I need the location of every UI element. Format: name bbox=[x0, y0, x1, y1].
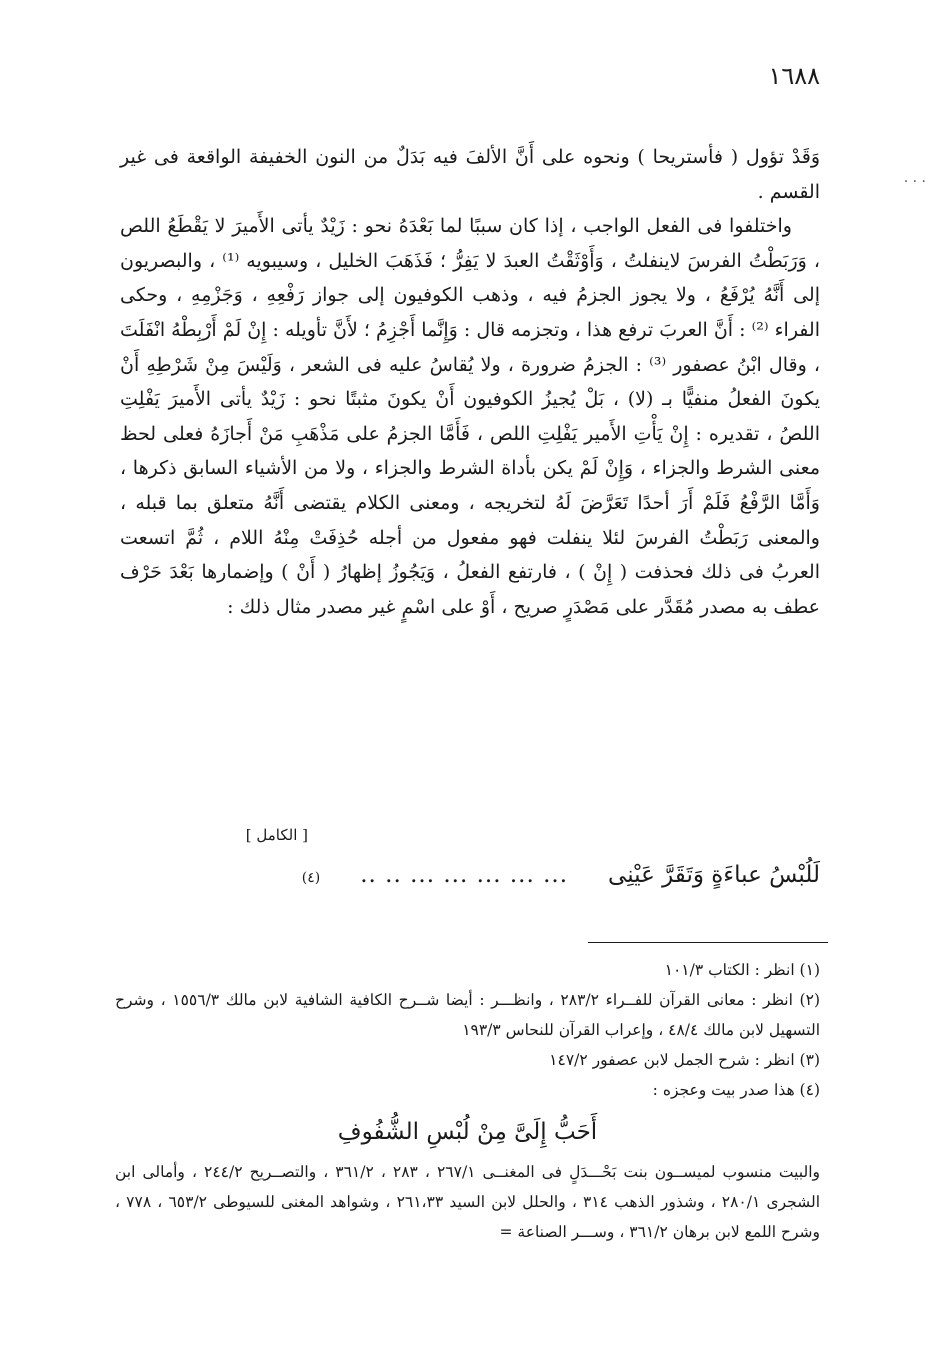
footnotes bbox=[115, 955, 820, 1247]
poetry-verse bbox=[120, 862, 820, 888]
footnote-3: (٣) انظر : شرح الجمل لابن عصفور ١٤٧/٢ bbox=[549, 1051, 820, 1069]
meter-label: [ الكامل ] bbox=[245, 826, 308, 844]
footnote-4: (٤) هذا صدر بيت وعجزه : bbox=[652, 1081, 820, 1099]
page-number: ١٦٨٨ bbox=[768, 62, 820, 90]
main-text bbox=[120, 140, 820, 624]
footnote-verse: أَحَبُّ إِلَىَّ مِنْ لُبْسِ الشُّفُوفِ bbox=[337, 1119, 598, 1145]
footnote-divider bbox=[588, 942, 828, 943]
margin-mark: . . . bbox=[903, 170, 926, 186]
paragraph-2: واختلفوا فى الفعل الواجب ، إذا كان سببًا لما بَعْدَهُ نحو : زَيْدٌ يأتى الأَميرَ لا يَقْطَعُ اللص ، وَرَبَطْتُ الفرسَ لاينفلتُ ، وَأَوْثَقْتُ العبدَ لا يَفِرُّ ؛ فَذَهَبَ الخليل ، وسيبويه ⁽¹⁾ ، والبصريون إلى أَنَّهُ يُرْفَعُ ، ولا يجوز الجزمُ فيه ، وذهب الكوفيون إلى جواز رَفْعِهِ ، وَجَزْمِهِ ، وحكى الفراء ⁽²⁾ : أَنَّ العربَ ترفع هذا ، وتجزمه قال : وَإِنَّما أَجْزِمُ ؛ لأَنَّ تأويله : إِنْ لَمْ أَرْبِطْهُ انْفَلَتَ ، وقال ابْنُ عصفور ⁽³⁾ : الجزمُ ضرورة ، ولا يُقاسُ عليه فى الشعر ، وَلَيْسَ مِنْ شَرْطِهِ أَنْ يكونَ الفعلُ منفيًّا بـ (لا) ، بَلْ يُجيزُ الكوفيون أَنْ يكونَ مثبتًا نحو : زَيْدٌ يأتى الأَميرَ يَفْلِتِ اللصُ ، تقديره : إِنْ يَأْتِ الأَمير يَفْلِتِ اللص ، فَأَمَّا الجزمُ على مَذْهَبِ مَنْ أَجازَهُ فعلى لحظ معنى الشرط والجزاء ، وَإِنْ لَمْ يكن بأداة الشرط والجزاء ، ولا من الأشياء السابق ذكرها ، وَأَمَّا الرَّفْعُ فَلَمْ أَرَ أحدًا تَعَرَّضَ لَهُ لتخريجه ، ومعنى الكلام يقتضى أَنَّهُ متعلق بما قبله ، والمعنى رَبَطْتُ الفرسَ لئلا ينفلت فهو مفعول من أجله حُذِفَتْ مِنْهُ اللام ، ثُمَّ اتسعت العربُ فى ذلك فحذفت ( إِنْ ) ، فارتفع الفعلُ ، وَيَجُوزُ إظهارُ ( أَنْ ) وإضمارها بَعْدَ حَرْف عطف به مصدر مُقَدَّر على مَصْدَرٍ صريح ، أَوْ على اسْمٍ غير مصدر مثال ذلك : bbox=[120, 215, 820, 618]
first-hemistich: لَلُبْسُ عباءَةٍ وَتَقَرَّ عَيْنِى bbox=[608, 862, 820, 888]
second-hemistich: ... ... ... ... ... .. .. bbox=[360, 862, 569, 888]
footnote-1: (١) انظر : الكتاب ١٠١/٣ bbox=[664, 961, 820, 979]
paragraph-1: وَقَدْ تؤول ( فأستريحا ) ونحوه على أَنَّ الألفَ فيه بَدَلٌ من النون الخفيفة الواقعة فى غير القسم . bbox=[120, 146, 820, 203]
footnote-2: (٢) انظر : معانى القرآن للفــراء ٢٨٣/٢ ، وانظـــر : أيضا شــرح الكافية الشافية لابن مالك ١٥٥٦/٣ ، وشرح التسهيل لابن مالك ٤٨/٤ ، وإعراب القرآن للنحاس ١٩٣/٣ bbox=[115, 991, 820, 1039]
footnote-tail: والبيت منسوب لميســون بنت بَحْـــدَلٍ فى المغنــى ٢٦٧/١ ، ٢٨٣ ، ٣٦١/٢ ، والتصــريح ٢٤٤/٢ ، وأمالى ابن الشجرى ٢٨٠/١ ، وشذور الذهب ٣١٤ ، والحلل لابن السيد ٢٦١،٣٣ ، وشواهد المغنى للسيوطى ٦٥٣/٢ ، ٧٧٨ ، وشرح اللمع لابن برهان ٣٦١/٢ ، وســـر الصناعة = bbox=[115, 1163, 821, 1241]
footnote-reference: (٤) bbox=[301, 870, 321, 886]
